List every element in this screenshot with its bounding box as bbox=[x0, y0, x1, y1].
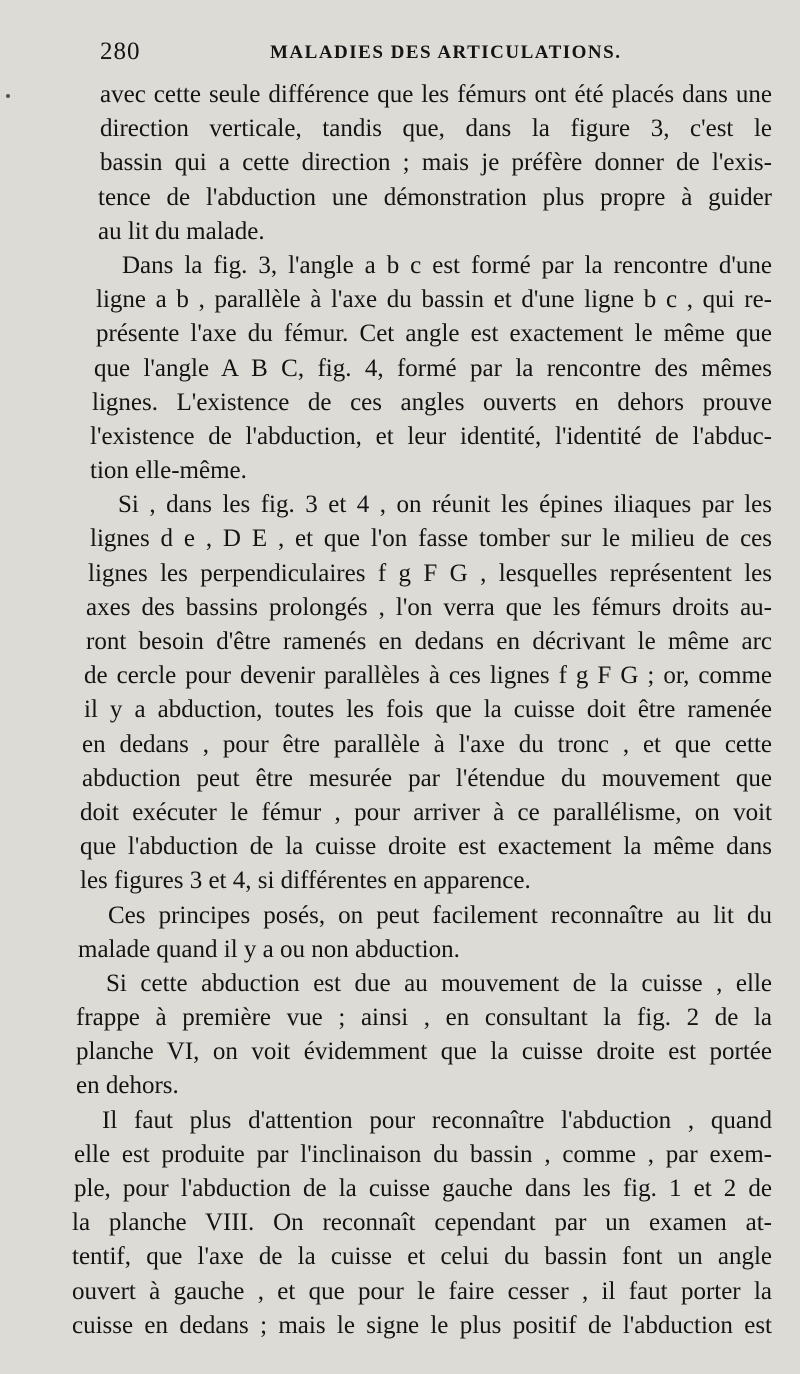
text-line: malade quand il y a ou non abduction. bbox=[78, 935, 460, 963]
text-line: avec cette seule différence que les fémurs ont été placés dans une bbox=[100, 81, 772, 108]
text-line: en dedans , pour être parallèle à l'axe du tronc , et que cette bbox=[82, 730, 772, 758]
text-line: bassin qui a cette direction ; mais je préfère donner de l'exis- bbox=[100, 149, 772, 177]
text-line: tence de l'abduction une démonstration plus propre à guider bbox=[98, 183, 772, 211]
text-line: au lit du malade. bbox=[98, 217, 265, 245]
text-line: lignes d e , D E , et que l'on fasse tomber sur le milieu de ces bbox=[90, 525, 772, 553]
text-line: tion elle-même. bbox=[90, 457, 247, 485]
text-line: présente l'axe du fémur. Cet angle est exactement le même que bbox=[96, 320, 772, 348]
text-line: Dans la fig. 3, l'angle a b c est formé par la rencontre d'une bbox=[122, 251, 772, 279]
text-line: que l'abduction de la cuisse droite est exactement la même dans bbox=[80, 833, 772, 861]
text-line: que l'angle A B C, fig. 4, formé par la rencontre des mêmes bbox=[94, 354, 772, 382]
text-line: abduction peut être mesurée par l'étendue du mouvement que bbox=[82, 764, 772, 792]
text-line: direction verticale, tandis que, dans la figure 3, c'est le bbox=[100, 115, 772, 143]
text-line: l'existence de l'abduction, et leur identité, l'identité de l'abduc- bbox=[90, 422, 772, 450]
text-line: planche VI, on voit évidemment que la cuisse droite est portée bbox=[76, 1038, 772, 1066]
text-line: lignes les perpendiculaires f g F G , lesquelles représentent les bbox=[88, 559, 772, 587]
text-line: Si , dans les fig. 3 et 4 , on réunit les épines iliaques par les bbox=[118, 491, 772, 519]
page-header bbox=[100, 38, 740, 68]
text-line: cuisse en dedans ; mais le signe le plus positif de l'abduction est bbox=[72, 1311, 772, 1339]
text-line: ligne a b , parallèle à l'axe du bassin et d'une ligne b c , qui re- bbox=[96, 286, 772, 314]
text-line: tentif, que l'axe de la cuisse et celui du bassin font un angle bbox=[72, 1243, 772, 1271]
text-line: en dehors. bbox=[76, 1072, 179, 1100]
running-title: MALADIES DES ARTICULATIONS. bbox=[270, 42, 622, 63]
text-line: les figures 3 et 4, si différentes en apparence. bbox=[80, 867, 531, 895]
page-number: 280 bbox=[100, 38, 141, 65]
text-line: Il faut plus d'attention pour reconnaître l'abduction , quand bbox=[102, 1106, 772, 1134]
text-line: axes des bassins prolongés , l'on verra que les fémurs droits au- bbox=[86, 593, 772, 621]
text-line: il y a abduction, toutes les fois que la cuisse doit être ramenée bbox=[84, 696, 772, 724]
text-line: Ces principes posés, on peut facilement reconnaître au lit du bbox=[108, 901, 772, 929]
text-line: de cercle pour devenir parallèles à ces lignes f g F G ; or, comme bbox=[84, 662, 772, 690]
text-line: doit exécuter le fémur , pour arriver à ce parallélisme, on voit bbox=[80, 798, 772, 826]
text-line: ouvert à gauche , et que pour le faire cesser , il faut porter la bbox=[72, 1277, 772, 1305]
text-line: ple, pour l'abduction de la cuisse gauche dans les fig. 1 et 2 de bbox=[74, 1175, 772, 1202]
body-text bbox=[72, 78, 772, 1343]
margin-speck bbox=[6, 94, 10, 98]
text-line: elle est produite par l'inclinaison du bassin , comme , par exem- bbox=[74, 1140, 772, 1168]
text-line: Si cette abduction est due au mouvement de la cuisse , elle bbox=[106, 969, 772, 997]
text-line: la planche VIII. On reconnaît cependant par un examen at- bbox=[72, 1209, 772, 1237]
text-line: lignes. L'existence de ces angles ouverts en dehors prouve bbox=[92, 388, 772, 416]
text-line: frappe à première vue ; ainsi , en consultant la fig. 2 de la bbox=[76, 1004, 772, 1032]
text-line: ront besoin d'être ramenés en dedans en décrivant le même arc bbox=[86, 628, 772, 655]
